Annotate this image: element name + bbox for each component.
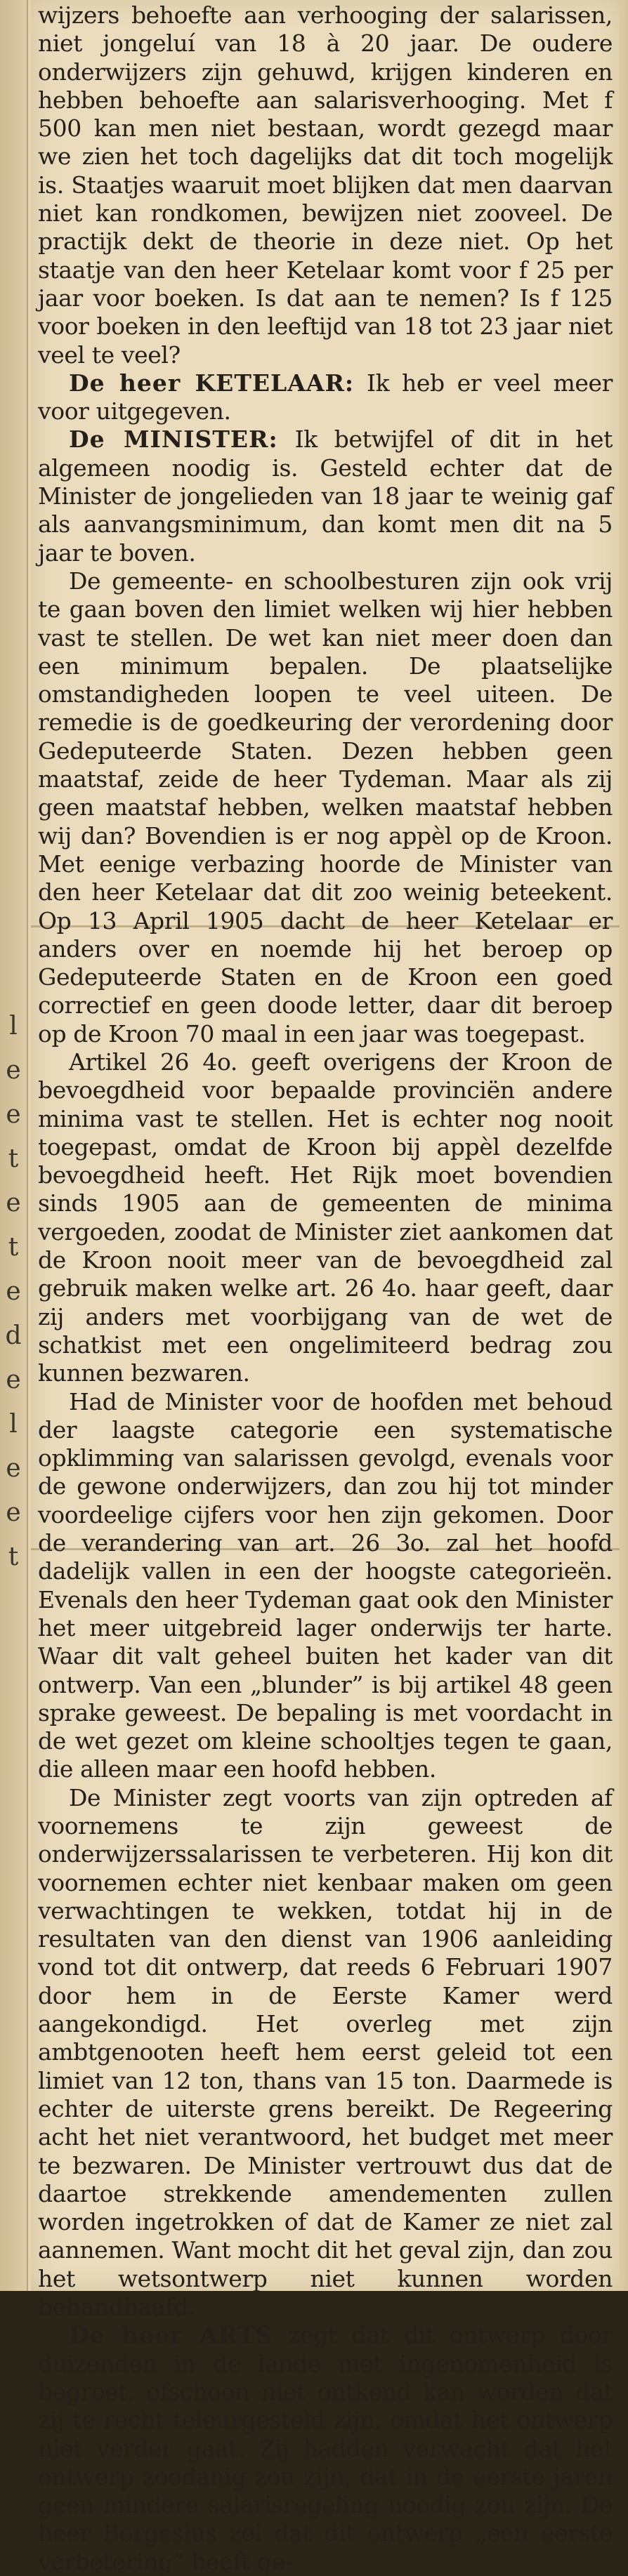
paragraph-text: Had de Minister voor de hoofden met behoud der laagste categorie een systematische opklimming van salarissen gevolgd, evenals voor de gewone onderwijzers, dan zou hij tot minder voordeelige cijfers voor hen zijn gekomen. Door de verandering van art. 26 3o. zal het hoofd dadelijk vallen in een der hoogste categorieën. Evenals den heer Tydeman gaat ook den Minister het meer uitgebreid lager onderwijs ter harte. Waar dit valt geheel buiten het kader van dit ontwerp. Van een „blunder” is bij artikel 48 geen sprake geweest. De bepaling is met voordacht in de wet gezet om kleine schooltjes tegen te gaan, die alleen maar een hoofd hebben. (38, 1387, 613, 1783)
edge-letter: e (6, 1366, 21, 1394)
speaker-name: De heer ARTS (69, 2321, 273, 2349)
article-paragraph (38, 1784, 613, 2322)
edge-letter: t (8, 1144, 19, 1173)
speaker-name: De heer KETELAAR: (69, 369, 355, 397)
article-paragraph (38, 1, 613, 369)
edge-letter: t (8, 1233, 19, 1262)
paragraph-text: De gemeente- en schoolbesturen zijn ook vrij te gaan boven den limiet welken wij hier hebben vast te stellen. De wet kan niet meer doen dan een minimum bepalen. De plaatselijke omstandigheden loopen te veel uiteen. De remedie is de goedkeuring der verordening door Gedeputeerde Staten. Dezen hebben geen maatstaf, zeide de heer Tydeman. Maar als zij geen maatstaf hebben, welken maatstaf hebben wij dan? Bovendien is er nog appèl op de Kroon. Met eenige verbazing hoorde de Minister van den heer Ketelaar dat dit zoo weinig beteekent. Op 13 April 1905 dacht de heer Ketelaar er anders over en noemde hij het beroep op Gedeputeerde Staten en de Kroon een goed correctief en geen doode letter, daar dit beroep op de Kroon 70 maal in een jaar was toegepast. (38, 567, 613, 1048)
speaker-name: De MINISTER: (69, 425, 278, 454)
edge-letter: e (6, 1100, 21, 1129)
edge-letter: e (6, 1498, 21, 1527)
edge-letter: e (6, 1277, 21, 1306)
article-paragraph (38, 1388, 613, 1784)
article-paragraph (38, 2321, 613, 2576)
edge-letter: d (5, 1321, 22, 1350)
article-paragraph (38, 369, 613, 426)
edge-letter: l (9, 1410, 18, 1439)
newspaper-clipping (31, 0, 620, 2575)
article-column (38, 1, 613, 2576)
adjacent-clipping-edge (0, 0, 28, 2291)
article-paragraph (38, 1048, 613, 1388)
paragraph-text: Ik heb er veel meer voor uitgegeven. (38, 369, 613, 425)
article-paragraph (38, 425, 613, 567)
paragraph-text: De Minister zegt voorts van zijn optreden af voornemens te zijn geweest de onderwijzerssalarissen te verbeteren. Hij kon dit voornemen echter niet kenbaar maken om geen verwachtingen te wekken, totdat hij in de resultaten van den dienst van 1906 aanleiding vond tot dit ontwerp, dat reeds 6 Februari 1907 door hem in de Eerste Kamer werd aangekondigd. Het overleg met zijn ambtgenooten heeft hem eerst geleid tot een limiet van 12 ton, thans van 15 ton. Daarmede is echter de uiterste grens bereikt. De Regeering acht het niet verantwoord, het budget met meer te bezwaren. De Minister vertrouwt dus dat de daartoe strekkende amendementen zullen worden ingetrokken of dat de Kamer ze niet zal aannemen. Want mocht dit het geval zijn, dan zou het wetsontwerp niet kunnen worden behandhaafd. (38, 1783, 613, 2321)
paragraph-text: Ik betwijfel of dit in het algemeen noodig is. Gesteld echter dat de Minister de jongelieden van 18 jaar te weinig gaf als aanvangsminimum, dan komt men dit na 5 jaar te boven. (38, 425, 613, 567)
edge-letter: e (6, 1056, 21, 1085)
paragraph-text: zegt dat dit ontwerp door duizenden in de lande met ingenomenheid is begroet, ofschoon niet ontkend kan worden dat zij te recht teleurgesteld zijn, omdat het ontwerp niet verder gaat. Zij hadden verwacht dat het ontwerp zoodanig zou zijn, dat in de eerste jaren geen mindere salarisregeling noodig zou zijn. De heer Borgesius zei dat dit ontwerp „een eerste verbetering” heeft ge- (38, 2321, 613, 2575)
adjacent-column-letters (4, 1004, 22, 1579)
edge-letter: l (9, 1012, 18, 1041)
edge-letter: t (8, 1543, 19, 1571)
paragraph-text: Artikel 26 4o. geeft overigens der Kroon de bevoegdheid voor bepaalde provinciën andere minima vast te stellen. Het is echter nog nooit toegepast, omdat de Kroon bij appèl dezelfde bevoegdheid heeft. Het Rijk moet bovendien sinds 1905 aan de gemeenten de minima vergoeden, zoodat de Minister ziet aankomen dat de Kroon nooit meer van de bevoegdheid zal gebruik maken welke art. 26 4o. haar geeft, daar zij anders met voorbijgang van de wet de schatkist met een ongelimiteerd bedrag zou kunnen bezwaren. (38, 1048, 613, 1387)
paragraph-text: wijzers behoefte aan verhooging der salarissen, niet jongeluí van 18 à 20 jaar. De oudere onderwijzers zijn gehuwd, krijgen kinderen en hebben behoefte aan salarisverhooging. Met f 500 kan men niet bestaan, wordt gezegd maar we zien het toch dagelijks dat dit toch mogelijk is. Staatjes waaruit moet blijken dat men daarvan niet kan rondkomen, bewijzen niet zooveel. De practijk dekt de theorie in deze niet. Op het staatje van den heer Ketelaar komt voor f 25 per jaar voor boeken. Is dat aan te nemen? Is f 125 voor boeken in den leeftijd van 18 tot 23 jaar niet veel te veel? (38, 1, 613, 369)
edge-letter: e (6, 1189, 21, 1217)
article-paragraph (38, 567, 613, 1048)
edge-letter: e (6, 1454, 21, 1483)
